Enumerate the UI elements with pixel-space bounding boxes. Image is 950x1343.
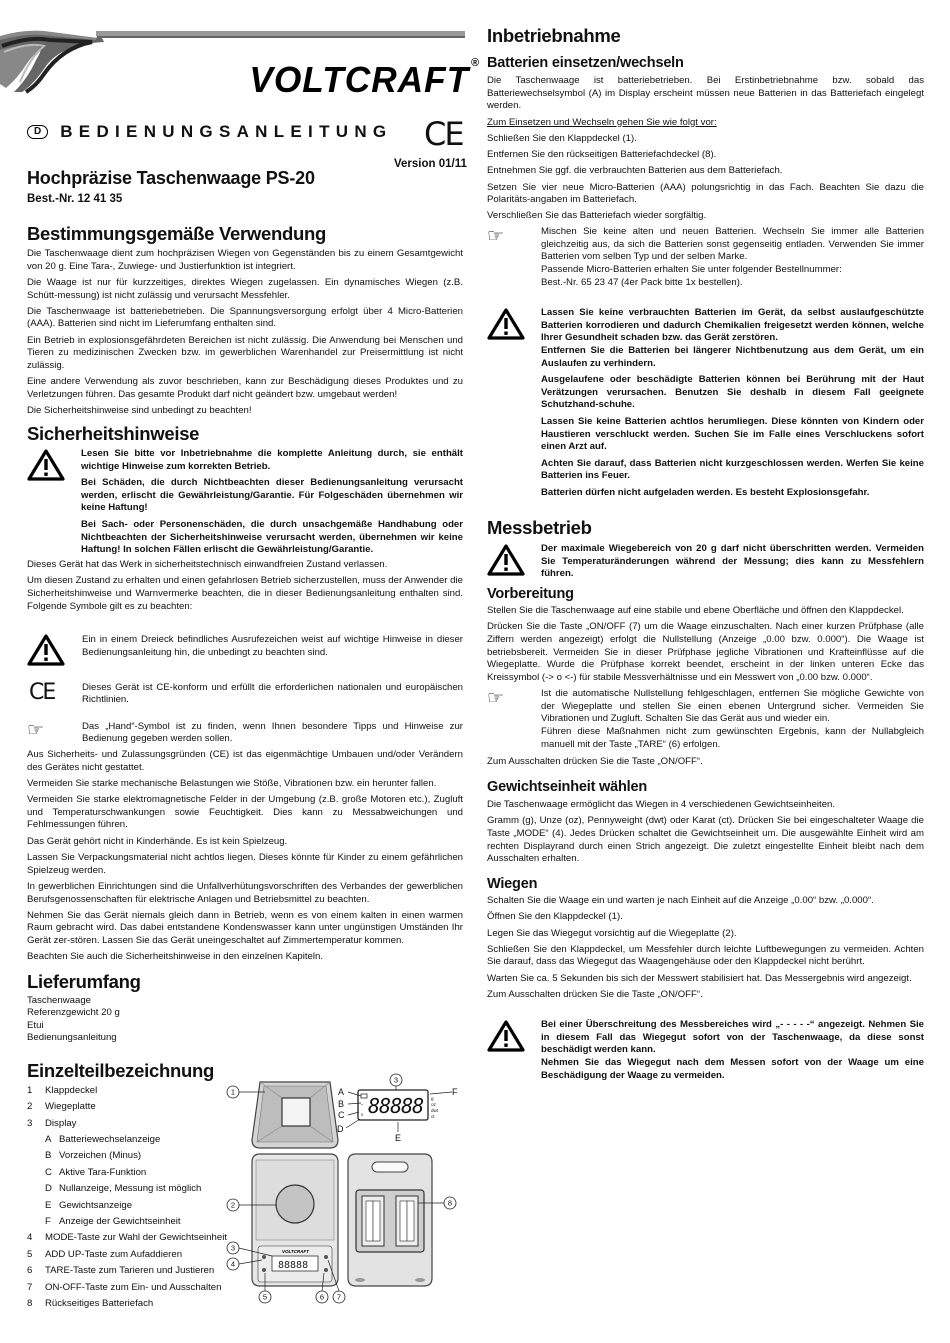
battery-warning: Achten Sie darauf, dass Batterien nicht kurzgeschlossen werden. Werfen Sie keine Batterien ins Feuer. xyxy=(541,457,924,482)
symbol-list xyxy=(27,634,463,758)
list-item: 2 Wiegeplatte xyxy=(27,1101,96,1113)
batterien-hint-block xyxy=(487,226,924,289)
bestimmung-body xyxy=(27,248,463,421)
messbetrieb-warning-block xyxy=(487,543,924,585)
bestimmung-paragraph: Die Waage ist nur für kurzzeitiges, direktes Wiegen zugelassen. Ein dynamisches Wiegen (z.B. Schütt-messung) ist nicht zulässig und verursacht Messfehler. xyxy=(27,276,463,301)
wiegen-paragraph: Öffnen Sie den Klappdeckel (1). xyxy=(487,911,623,923)
display-letter-c: C xyxy=(338,1110,345,1120)
unit-g: g xyxy=(431,1096,434,1101)
batterien-step: Entfernen Sie den rückseitigen Batteriefachdeckel (8). xyxy=(487,149,717,161)
doc-type-row xyxy=(27,121,392,143)
wiegen-paragraph: Schließen Sie den Klappdeckel, um Messfehler durch leichte Luftbewegungen zu vermeiden. Achten Sie darauf, dass das Wiegegut das Waagengehäuse oder den Klappdeckel nicht berührt. xyxy=(487,943,924,968)
brand-registered-mark: ® xyxy=(471,57,481,69)
scale-brand-text: VOLTCRAFT xyxy=(282,1249,309,1254)
display-detail-digits: 88888 xyxy=(368,1094,424,1118)
list-item: D Nullanzeige, Messung ist möglich xyxy=(45,1183,202,1195)
display-letter-f: F xyxy=(452,1087,458,1097)
vorbereitung-paragraph: Drücken Sie die Taste „ON/OFF (7) um die Waage einzuschalten. Nach einer kurzen Prüfphase (alle Ziffern werden angezeigt) erfolgt die Nullstellung (Anzeige „0.00 bzw. 0.000“). Die Waage ist betriebsbereit. Vermeiden Sie in dieser Prüfphase jegliche Vibrationen und Krafteinflüsse auf die Wiegeplatte. Wurde die Prüfphase korrekt beendet, erscheint in der linken unteren Ecke das Kreissymbol (-> o <-) für stabile Messverhältnisse und ein Messwert von „0.00 bzw. 0.000“. xyxy=(487,621,924,683)
symbol-ce-text: Dieses Gerät ist CE-konform und erfüllt die erforderlichen nationalen und europäischen Richtlinien. xyxy=(82,681,463,706)
display-zero: 0 xyxy=(361,1112,364,1117)
warning-triangle-icon xyxy=(27,448,71,481)
safety-warning: Bei Sach- oder Personenschäden, die durch unsachgemäße Handhabung oder Nichtbeachten der Sicherheitshinweise verursacht werden, übernehmen wir keine Haftung! In solchen Fällen erlischt die Gewährleistung/Garantie. xyxy=(81,518,463,556)
sicherheit-paragraph: Nehmen Sie das Gerät niemals gleich dann in Betrieb, wenn es von einem kalten in einen warmen Raum gebracht wird. Das dabei entstandene Kondenswasser kann unter ungünstigen Umständen Ihr Gerät zer-stören. Lassen Sie das Gerät uneingeschaltet auf Zimmertemperatur kommen. xyxy=(27,909,463,947)
sicherheit-paragraph: Dieses Gerät hat das Werk in sicherheitstechnisch einwandfreien Zustand verlassen. xyxy=(27,559,388,570)
parts-diagram xyxy=(220,1070,488,1315)
list-item: 7 ON-OFF-Taste zum Ein- und Ausschalten xyxy=(27,1281,222,1293)
display-letter-b: B xyxy=(338,1099,345,1109)
svg-text:2: 2 xyxy=(230,1200,236,1210)
language-badge: D xyxy=(27,125,48,139)
symbol-hand-text: Das „Hand“-Symbol ist zu finden, wenn Ihnen besondere Tipps und Hinweise zur Bedienung gegeben werden sollen. xyxy=(82,720,463,745)
hint-text: Mischen Sie keine alten und neuen Batterien. Wechseln Sie immer alle Batterien gleichzeitig aus, da sich die Batterien sonst gegenseitig entladen. Verwenden Sie immer Batterien vom selben Typ und der selben Marke. xyxy=(541,226,924,263)
svg-text:1: 1 xyxy=(230,1087,236,1097)
messbetrieb-warning: Der maximale Wiegebereich von 20 g darf nicht überschritten werden. Vermeiden Sie Temperaturänderungen während der Messung; dies kann zu Messfehlern führen. xyxy=(541,543,924,580)
svg-text:7: 7 xyxy=(336,1292,342,1302)
heading-messbetrieb: Messbetrieb xyxy=(487,517,592,538)
sicherheit-paragraph: Vermeiden Sie starke mechanische Belastungen wie Stöße, Vibrationen bzw. ein herunter fallen. xyxy=(27,777,437,789)
list-item: E Gewichtsanzeige xyxy=(45,1199,133,1211)
wiegen-paragraph: Warten Sie ca. 5 Sekunden bis sich der Messwert stabilisiert hat. Das Messergebnis wird angezeigt. xyxy=(487,972,912,984)
svg-text:6: 6 xyxy=(319,1292,325,1302)
list-item: Referenzgewicht 20 g xyxy=(27,1007,120,1019)
product-title: Hochpräzise Taschenwaage PS-20 xyxy=(27,168,315,188)
wiegen-paragraph: Schalten Sie die Waage ein und warten je nach Einheit auf die Anzeige „0.00“ bzw. „0.000“. xyxy=(487,895,874,906)
display-letter-e: E xyxy=(395,1133,402,1143)
bestimmung-paragraph: Die Sicherheitshinweise sind unbedingt zu beachten! xyxy=(27,405,252,417)
svg-text:5: 5 xyxy=(262,1292,268,1302)
bestimmung-paragraph: Eine andere Verwendung als zuvor beschrieben, kann zur Beschädigung dieses Produktes und zu Verletzungen führen. Das gesamte Produkt darf nicht geändert bzw. umgebaut werden! xyxy=(27,376,463,400)
warning-triangle-icon xyxy=(487,307,541,340)
list-item: Taschenwaage xyxy=(27,995,92,1006)
heading-sicherheit: Sicherheitshinweise xyxy=(27,423,200,444)
einheit-paragraph: Gramm (g), Unze (oz), Pennyweight (dwt) oder Karat (ct). Drücken Sie bei eingeschalteter Waage die Taste „MODE“ (4). Jedes Drücken schaltet die Gewichtseinheit um. Die ausgewählte Einheit wird am rechten Displayrand durch einen Strich angezeigt. Die zuletzt eingestellte Einheit bleibt nach dem Ausschalten erhalten. xyxy=(487,815,924,865)
heading-batterien: Batterien einsetzen/wechseln xyxy=(487,55,684,71)
wiegen-warning: Bei einer Überschreitung des Messbereiches wird „- - - - -“ angezeigt. Nehmen Sie in diesem Fall das Wiegegut sofort von der Taschenwaage, da diese sonst beschädigt werden kann. xyxy=(541,1019,924,1056)
list-item: Etui xyxy=(27,1019,44,1031)
warning-triangle-icon xyxy=(487,543,541,576)
batterien-step: Setzen Sie vier neue Micro-Batterien (AAA) polungsrichtig in das Fach. Beachten Sie dazu die Polaritäts-angaben im Batteriefach. xyxy=(487,181,924,206)
list-item: F Anzeige der Gewichtseinheit xyxy=(45,1215,181,1227)
list-item: C Aktive Tara-Funktion xyxy=(45,1166,147,1178)
safety-warning: Bei Schäden, die durch Nichtbeachten dieser Bedienungsanleitung verursacht werden, erlischt die Gewährleistung/Garantie. Für Folgeschäden übernehmen wir keine Haftung! xyxy=(81,477,463,514)
vorbereitung-paragraph: Stellen Sie die Taschenwaage auf eine stabile und ebene Oberfläche und öffnen den Klappdeckel. xyxy=(487,605,904,616)
heading-gewichtseinheit: Gewichtseinheit wählen xyxy=(487,779,647,795)
safety-warning: Lesen Sie bitte vor Inbetriebnahme die komplette Anleitung durch, sie enthält wichtige Hinweise zum korrekten Betrieb. xyxy=(81,448,463,472)
pointing-hand-icon: ☞ xyxy=(27,718,45,741)
sicherheit-paragraph: Lassen Sie Verpackungsmaterial nicht achtlos liegen. Dieses könnte für Kinder zu einem gefährlichen Spielzeug werden. xyxy=(27,851,463,876)
list-item: 5 ADD UP-Taste zum Aufaddieren xyxy=(27,1248,183,1260)
list-item: B Vorzeichen (Minus) xyxy=(45,1150,142,1162)
battery-compartment-illustration xyxy=(348,1154,432,1286)
vorbereitung-hint-block xyxy=(487,688,924,755)
battery-warning: Lassen Sie keine Batterien achtlos herumliegen. Diese könnten von Kindern oder Haustieren verschluckt werden. Suchen Sie im Falle eines Verschluckens sofort einen Arzt auf. xyxy=(541,415,924,453)
list-item: 1 Klappdeckel xyxy=(27,1084,98,1096)
sicherheit-paragraph: Beachten Sie auch die Sicherheitshinweise in den einzelnen Kapiteln. xyxy=(27,951,324,963)
display-sign: - xyxy=(361,1102,363,1108)
brand-name: VOLTCRAFT xyxy=(249,59,470,100)
ce-mark-icon: CE xyxy=(29,679,55,705)
lieferumfang-list xyxy=(27,995,120,1045)
list-item: 4 MODE-Taste zur Wahl der Gewichtseinheit xyxy=(27,1232,227,1244)
batterien-warning-block xyxy=(487,307,924,503)
sicherheit-paragraph: Vermeiden Sie starke elektromagnetische Felder in der Umgebung (z.B. große Motoren etc.), Zugluft und Temperaturschwankungen sowie Feuchtigkeit. Dies kann zu Messabweichungen und Fehlmessungen führen. xyxy=(27,794,463,831)
list-item: 8 Rückseitiges Batteriefach xyxy=(27,1297,154,1309)
heading-einzelteil: Einzelteilbezeichnung xyxy=(27,1060,214,1081)
parts-list xyxy=(27,1083,237,1312)
heading-inbetriebnahme: Inbetriebnahme xyxy=(487,25,621,46)
battery-warning: Entfernen Sie die Batterien bei längerer Nichtbenutzung aus dem Gerät, um ein Auslaufen zu verhindern. xyxy=(541,344,924,369)
sicherheit-paragraph: In gewerblichen Einrichtungen sind die Unfallverhütungsvorschriften des Verbandes der gewerblichen Berufsgenossenschaften für elektrische Anlagen und Betriebsmittel zu beachten. xyxy=(27,880,463,905)
sicherheit-paragraph: Das Gerät gehört nicht in Kinderhände. Es ist kein Spielzeug. xyxy=(27,835,288,847)
svg-text:8: 8 xyxy=(447,1198,453,1208)
ce-mark-header: CE xyxy=(424,115,463,153)
bestimmung-paragraph: Die Taschenwaage ist batteriebetrieben. Die Spannungsversorgung erfolgt über 4 Micro-Batterien (AAA). Batterien sind nicht im Lieferumfang enthalten sind. xyxy=(27,305,463,330)
battery-warning: Batterien dürfen nicht aufgeladen werden. Es besteht Explosionsgefahr. xyxy=(541,486,870,498)
heading-lieferumfang: Lieferumfang xyxy=(27,971,141,992)
heading-vorbereitung: Vorbereitung xyxy=(487,586,574,602)
sicherheit-paragraph: Aus Sicherheits- und Zulassungsgründen (CE) ist das eigenmächtige Umbauen und/oder Verändern des Gerätes nicht gestattet. xyxy=(27,749,463,773)
wiegen-paragraph: Legen Sie das Wiegegut vorsichtig auf die Wiegeplatte (2). xyxy=(487,927,737,939)
doc-type-title: BEDIENUNGSANLEITUNG xyxy=(60,122,393,141)
batterien-step: Entnehmen Sie ggf. die verbrauchten Batterien aus dem Batteriefach. xyxy=(487,165,783,177)
pointing-hand-icon: ☞ xyxy=(487,687,505,709)
battery-warning: Lassen Sie keine verbrauchten Batterien im Gerät, da selbst auslaufgeschützte Batterien korrodieren und dadurch Chemikalien freigesetzt werden können, welche Ihrer Gesundheit schaden bzw. das Gerät zerstören. xyxy=(541,307,924,344)
bestimmung-paragraph: Ein Betrieb in explosionsgefährdeten Bereichen ist nicht zulässig. Die Anwendung bei Menschen und Tieren zu medizinischen Zwecken bzw. im gewerblichen Warenhandel zur Preisermittlung ist nicht zulässig. xyxy=(27,334,463,372)
wiegen-warning: Nehmen Sie das Wiegegut nach dem Messen sofort von der Waage um eine Beschädigung der Waage zu vermeiden. xyxy=(541,1056,924,1081)
bestimmung-paragraph: Die Taschenwaage dient zum hochpräzisen Wiegen von Gegenständen bis zu einem Gesamtgewicht von 20 g. Eine Tara-, Zuwiege- und Justierfunktion ist integriert. xyxy=(27,248,463,272)
hint-text: Passende Micro-Batterien erhalten Sie unter folgender Bestellnummer: xyxy=(541,263,842,275)
svg-text:3: 3 xyxy=(393,1075,399,1085)
batterien-step: Schließen Sie den Klappdeckel (1). xyxy=(487,132,637,144)
order-number: Best.-Nr. 12 41 35 xyxy=(27,193,123,205)
wiegen-warning-block xyxy=(487,1019,924,1086)
unit-oz: oz xyxy=(431,1102,436,1107)
sicherheit-paragraph: Um diesen Zustand zu erhalten und einen gefahrlosen Betrieb sicherzustellen, muss der Anwender die Sicherheitshinweise und Warnvermerke beachten, die in dieser Bedienungsanleitung enthalten sind. Folgende Symbole gilt es zu beachten: xyxy=(27,575,463,612)
svg-text:4: 4 xyxy=(230,1259,236,1269)
unit-dwt: dwt xyxy=(431,1108,439,1113)
brand-logo xyxy=(249,56,480,104)
svg-text:3: 3 xyxy=(230,1243,236,1253)
batterien-howto: Zum Einsetzen und Wechseln gehen Sie wie folgt vor: xyxy=(487,116,717,128)
hint-text: Best.-Nr. 65 23 47 (4er Pack bitte 1x bestellen). xyxy=(541,276,743,288)
pointing-hand-icon: ☞ xyxy=(487,225,505,247)
warning-triangle-icon xyxy=(487,1019,541,1052)
display-letter-d: D xyxy=(337,1124,344,1134)
heading-bestimmung: Bestimmungsgemäße Verwendung xyxy=(27,223,326,244)
display-detail-illustration xyxy=(337,1086,458,1143)
gewichtseinheit-body xyxy=(487,799,924,869)
unit-ct: ct xyxy=(431,1114,435,1119)
sicherheit-intro xyxy=(27,559,463,617)
list-item: Bedienungsanleitung xyxy=(27,1032,117,1044)
vorbereitung-body xyxy=(487,605,924,688)
batterien-paragraph: Die Taschenwaage ist batteriebetrieben. Bei Erstinbetriebnahme bzw. sobald das Batteriewechselsymbol (A) im Display erscheint müssen neue Batterien in das Batteriefach eingelegt werden. xyxy=(487,75,924,112)
hint-text: Führen diese Maßnahmen nicht zum gewünschten Ergebnis, kann der Nullabgleich manuell mit der Taste „TARE“ (6) erfolgen. xyxy=(541,725,924,750)
battery-warning: Ausgelaufene oder beschädigte Batterien können bei Berührung mit der Haut Verätzungen verursachen. Benutzen Sie deshalb in diesem Fall geeignete Schutzhand-schuhe. xyxy=(541,374,924,411)
hint-text: Ist die automatische Nullstellung fehlgeschlagen, entfernen Sie mögliche Gewichte von der Wiegeplatte und stellen Sie einen ebenen Untergrund sicher. Vermeiden Sie Vibrationen und Zugluft. Schalten Sie das Gerät aus und wieder ein. xyxy=(541,688,924,725)
sicherheit-body xyxy=(27,749,463,968)
heading-wiegen: Wiegen xyxy=(487,876,538,892)
wiegen-body xyxy=(487,895,924,1005)
symbol-warning-text: Ein in einem Dreieck befindliches Ausrufezeichen weist auf wichtige Hinweise in dieser Bedienungsanleitung hin, die unbedingt zu beachten sind. xyxy=(82,634,463,658)
sicherheit-warning-block xyxy=(27,448,463,561)
wiegen-paragraph: Zum Ausschalten drücken Sie die Taste „ON/OFF“. xyxy=(487,988,703,1000)
batterien-body xyxy=(487,75,924,227)
scale-body-illustration xyxy=(252,1154,338,1286)
warning-triangle-icon xyxy=(27,634,82,671)
list-item: A Batteriewechselanzeige xyxy=(45,1134,161,1146)
batterien-step: Verschließen Sie das Batteriefach wieder sorgfältig. xyxy=(487,210,707,222)
version-label: Version 01/11 xyxy=(394,158,467,170)
vorbereitung-off: Zum Ausschalten drücken Sie die Taste „ON/OFF“. xyxy=(487,756,703,767)
scale-display-digits: 88888 xyxy=(278,1260,309,1271)
list-item: 6 TARE-Taste zum Tarieren und Justieren xyxy=(27,1265,215,1277)
einheit-paragraph: Die Taschenwaage ermöglicht das Wiegen in 4 verschiedenen Gewichtseinheiten. xyxy=(487,799,836,810)
list-item: 3 Display xyxy=(27,1117,77,1129)
display-letter-a: A xyxy=(338,1087,345,1097)
